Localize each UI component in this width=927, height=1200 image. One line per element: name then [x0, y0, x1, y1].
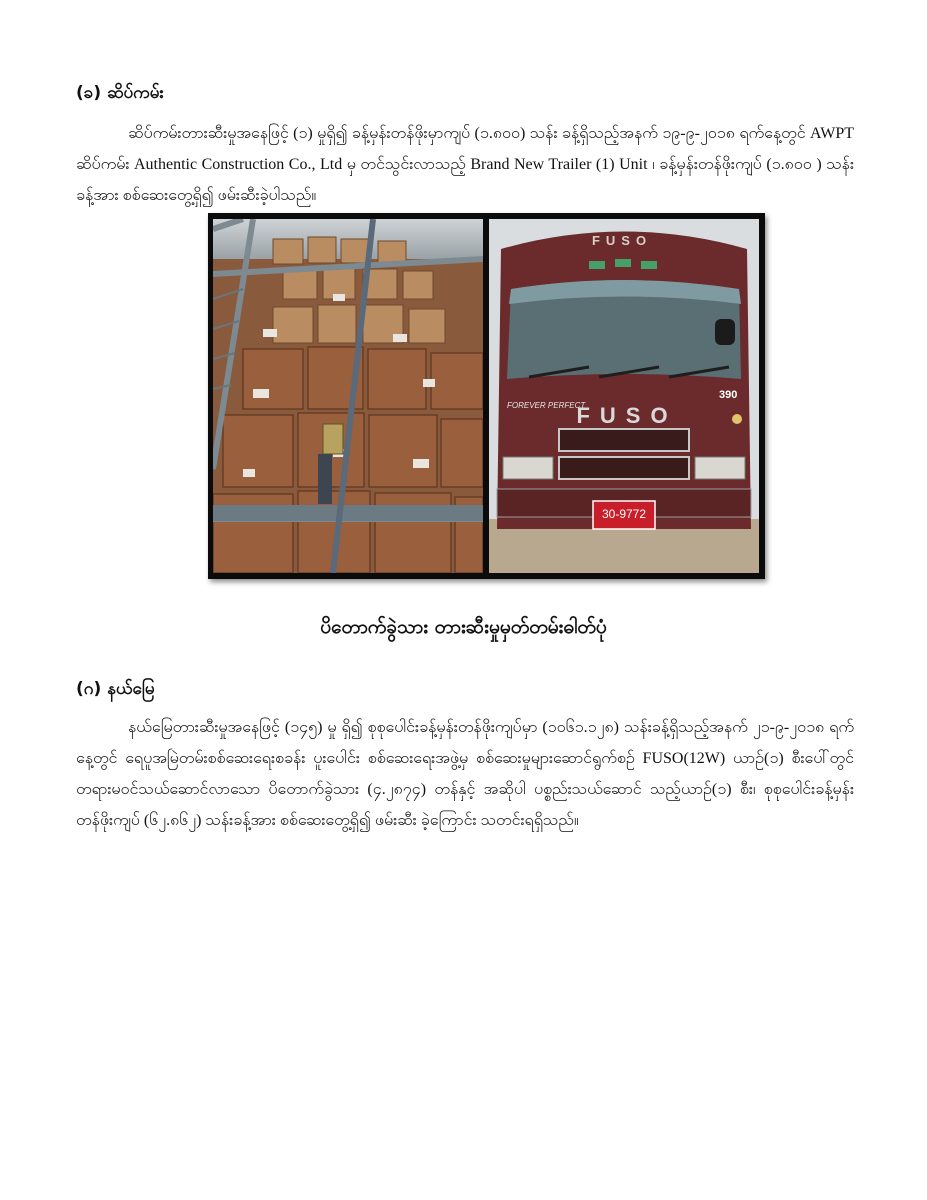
section-heading-port: (ခ) ဆိပ်ကမ်း	[76, 83, 164, 103]
photo-caption: ပိတောက်ခွဲသား တားဆီးမှုမှတ်တမ်းဓါတ်ပုံ	[320, 616, 607, 638]
timber-photo	[213, 219, 483, 573]
license-plate-text: 30-9772	[601, 507, 647, 521]
section-heading-region: (ဂ) နယ်မြေ	[76, 679, 155, 699]
section-paragraph-region-text: နယ်မြေတားဆီးမှုအနေဖြင့် (၁၄၅) မှု ရှိ၍ စုစုပေါင်းခန့်မှန်းတန်ဖိုးကျပ်မှာ (၁၀၆၁.၁၂၈) သန်းခန့်ရှိသည့်အနက် ၂၁-၉-၂၀၁၈ ရက်နေ့တွင် ရေပူအမြဲတမ်းစစ်ဆေးရေးစခန်း ပူးပေါင်း စစ်ဆေးရေးအဖွဲ့မှ စစ်ဆေးမှုများဆောင်ရွက်စဉ် FUSO(12W) ယာဉ်(၁) စီးပေါ်တွင် တရားမဝင်သယ်ဆောင်လာသော ပိတောက်ခွဲသား (၄.၂၈၇၄) တန်နှင့် အဆိုပါ ပစ္စည်းသယ်ဆောင် သည့်ယာဉ်(၁) စီး၊ စုစုပေါင်းခန့်မှန်းတန်ဖိုးကျပ် (၆၂.၈၆၂) သန်းခန့်အား စစ်ဆေးတွေ့ရှိ၍ ဖမ်းဆီး ခဲ့ကြောင်း သတင်းရရှိသည်။	[76, 719, 854, 829]
section-paragraph-port	[76, 118, 854, 211]
evidence-photos	[208, 213, 765, 579]
truck-front-brand-text: FUSO	[576, 403, 678, 428]
truck-slogan-text: FOREVER PERFECT	[507, 401, 586, 410]
section-paragraph-region	[76, 712, 854, 836]
truck-photo	[489, 219, 759, 573]
truck-model-text: 390	[719, 389, 738, 401]
section-paragraph-port-text: ဆိပ်ကမ်းတားဆီးမှုအနေဖြင့် (၁) မှုရှိ၍ ခန့်မှန်းတန်ဖိုးမှာကျပ် (၁.၈၀၀) သန်း ခန့်ရှိသည့်အနက် ၁၉-၉-၂၀၁၈ ရက်နေ့တွင် AWPT ဆိပ်ကမ်း Authentic Construction Co., Ltd မှ တင်သွင်းလာသည့် Brand New Trailer (1) Unit ၊ ခန့်မှန်းတန်ဖိုးကျပ် (၁.၈၀၀ ) သန်းခန့်အား စစ်ဆေးတွေ့ရှိ၍ ဖမ်းဆီးခဲ့ပါသည်။	[76, 125, 854, 204]
truck-roof-brand-text: FUSO	[591, 233, 653, 248]
